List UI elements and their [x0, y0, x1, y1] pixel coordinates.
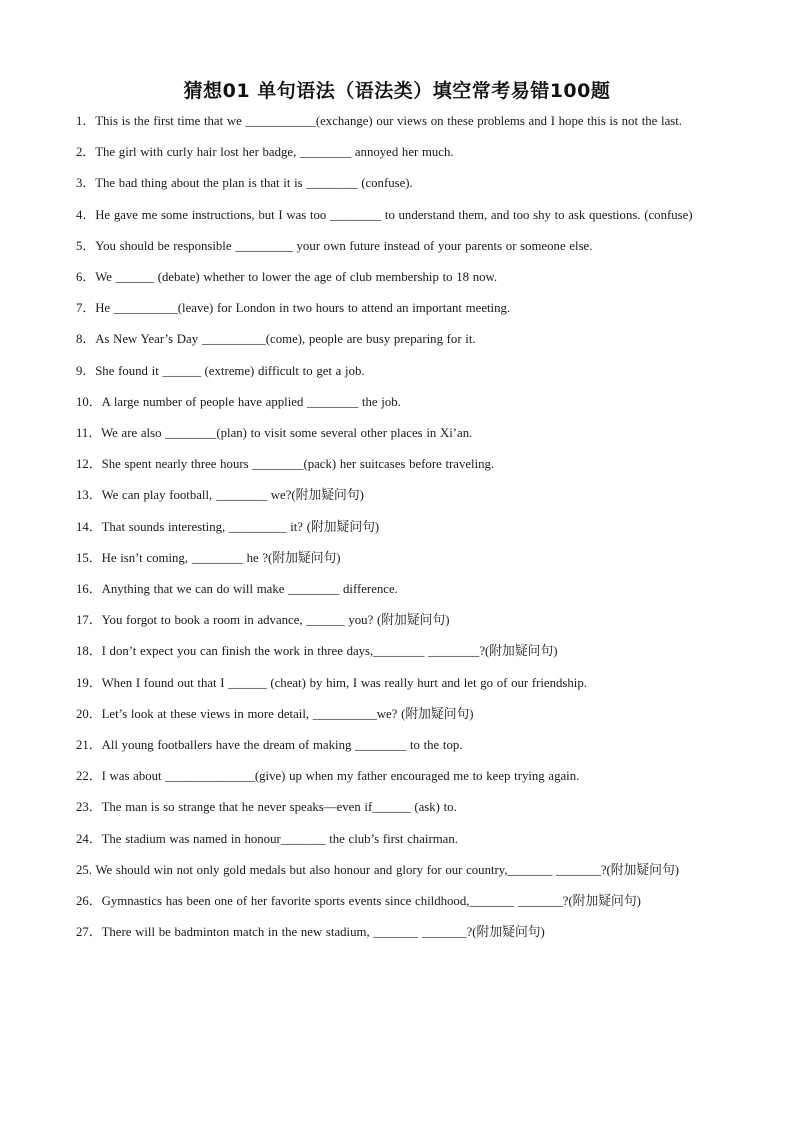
page-title: 猜想01 单句语法（语法类）填空常考易错100题 [183, 80, 611, 102]
question-text: 3．The bad thing about the plan is that it is ________ (confuse). [76, 176, 413, 191]
question-text: 10．A large number of people have applied ________ the job. [76, 394, 401, 409]
question-13 [76, 480, 726, 511]
question-text: 17．You forgot to book a room in advance, ______ you? (附加疑问句) [76, 613, 450, 628]
question-text: 25. We should win not only gold medals but also honour and glory for our country,_______ _______?(附加疑问句) [76, 862, 680, 877]
question-2 [76, 137, 726, 168]
question-text: 27．There will be badminton match in the new stadium, _______ _______?(附加疑问句) [76, 925, 545, 940]
question-5 [76, 231, 726, 262]
question-21 [76, 730, 726, 761]
question-text: 16．Anything that we can do will make ________ difference. [76, 582, 398, 597]
question-6 [76, 262, 726, 293]
question-22 [76, 761, 726, 792]
question-7 [76, 293, 726, 324]
question-18 [76, 636, 726, 667]
question-text: 14．That sounds interesting, _________ it? (附加疑问句) [76, 519, 380, 534]
question-10 [76, 387, 726, 418]
question-text: 8．As New Year’s Day __________(come), people are busy preparing for it. [76, 332, 476, 347]
question-text: 26．Gymnastics has been one of her favorite sports events since childhood,_______ _______?(附加疑问句) [76, 894, 641, 909]
question-4 [76, 200, 726, 231]
question-text: 23．The man is so strange that he never speaks—even if______ (ask) to. [76, 800, 457, 815]
question-text: 12．She spent nearly three hours ________(pack) her suitcases before traveling. [76, 457, 495, 472]
question-8 [76, 324, 726, 355]
question-text: 19．When I found out that I ______ (cheat) by him, I was really hurt and let go of our friendship. [76, 675, 587, 690]
question-text: 7．He __________(leave) for London in two hours to attend an important meeting. [76, 301, 511, 316]
question-12 [76, 449, 726, 480]
question-text: 5．You should be responsible _________ your own future instead of your parents or someone else. [76, 238, 593, 253]
question-9 [76, 356, 726, 387]
question-15 [76, 543, 726, 574]
question-26 [76, 886, 726, 917]
question-24 [76, 824, 726, 855]
question-1 [76, 106, 726, 137]
question-27 [76, 917, 726, 948]
question-text: 6．We ______ (debate) whether to lower the age of club membership to 18 now. [76, 270, 498, 285]
question-20 [76, 699, 726, 730]
question-3 [76, 168, 726, 199]
question-text: 11．We are also ________(plan) to visit some several other places in Xi’an. [76, 426, 473, 441]
question-11 [76, 418, 726, 449]
question-text: 13．We can play football, ________ we?(附加疑问句) [76, 488, 364, 503]
question-17 [76, 605, 726, 636]
question-25 [76, 855, 726, 886]
question-14 [76, 512, 726, 543]
question-text: 20．Let’s look at these views in more detail, __________we? (附加疑问句) [76, 706, 474, 721]
question-text: 4．He gave me some instructions, but I was too ________ to understand them, and too shy to ask questions. (confuse) [76, 207, 693, 222]
question-list [76, 106, 726, 948]
question-text: 2．The girl with curly hair lost her badge, ________ annoyed her much. [76, 145, 454, 160]
question-text: 18．I don’t expect you can finish the work in three days,________ ________?(附加疑问句) [76, 644, 558, 659]
question-text: 1．This is the first time that we ___________(exchange) our views on these problems and I hope this is not the last. [76, 114, 683, 128]
question-23 [76, 792, 726, 823]
question-text: 24．The stadium was named in honour_______ the club’s first chairman. [76, 831, 458, 846]
question-text: 15．He isn’t coming, ________ he ?(附加疑问句) [76, 550, 341, 565]
question-19 [76, 668, 726, 699]
question-text: 9．She found it ______ (extreme) difficult to get a job. [76, 363, 365, 378]
question-16 [76, 574, 726, 605]
question-text: 22．I was about ______________(give) up when my father encouraged me to keep trying again. [76, 769, 580, 784]
question-text: 21．All young footballers have the dream of making ________ to the top. [76, 738, 463, 753]
